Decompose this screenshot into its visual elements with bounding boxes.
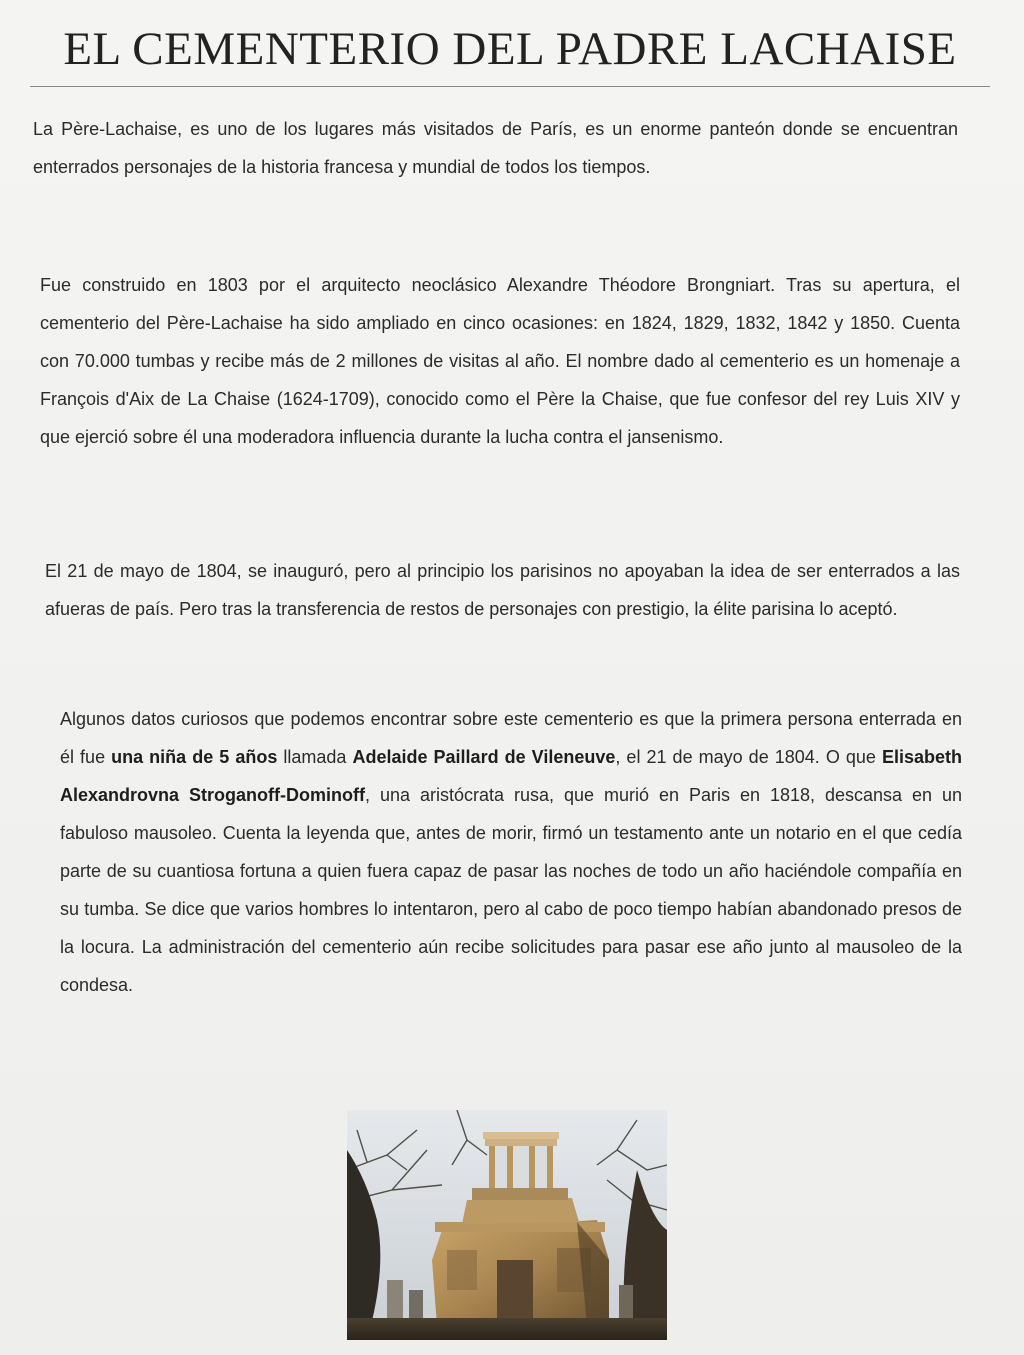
curiosities-text-2: llamada — [277, 747, 353, 767]
curiosities-bold-elisabeth: Elisabeth Alexandrovna Stroganoff-Dominoff — [60, 747, 962, 805]
title-underline — [30, 86, 990, 87]
curiosities-text-4: , una aristócrata rusa, que murió en Paris en 1818, descansa en un fabuloso mausoleo. Cuenta la leyenda que, antes de morir, firmó un testamento ante un notario en el que cedía parte de su cuantiosa fortuna a quien fuera capaz de pasar las noches de todo un año haciéndole compañía en su tumba. Se dice que varios hombres lo intentaron, pero al cabo de poco tiempo habían abandonado presos de la locura. La administración del cementerio aún recibe solicitudes para pasar ese año junto al mausoleo de la condesa. — [60, 785, 963, 995]
page-title: EL CEMENTERIO DEL PADRE LACHAISE — [63, 23, 957, 75]
curiosities-text-3: , el 21 de mayo de 1804. O que — [615, 747, 882, 767]
mausoleum-photo — [347, 1110, 667, 1340]
paragraph-intro: La Père-Lachaise, es uno de los lugares más visitados de París, es un enorme panteón donde se encuentran enterrados personajes de la historia francesa y mundial de todos los tiempos. — [33, 119, 958, 177]
curiosities-bold-adelaide: Adelaide Paillard de Vileneuve — [352, 747, 616, 767]
curiosities-text-1: Algunos datos curiosos que podemos encontrar sobre este cementerio es que la primera persona enterrada en él fue — [60, 709, 962, 767]
paragraph-curiosities — [60, 700, 962, 1004]
curiosities-bold-girl: una niña de 5 años — [111, 747, 278, 767]
paragraph-inauguration: El 21 de mayo de 1804, se inauguró, pero al principio los parisinos no apoyaban la idea de ser enterrados a las afueras de país. Pero tras la transferencia de restos de personajes con prestigio, la élite parisina lo aceptó. — [45, 561, 960, 619]
paragraph-history: Fue construido en 1803 por el arquitecto neoclásico Alexandre Théodore Brongniart. Tras su apertura, el cementerio del Père-Lachaise ha sido ampliado en cinco ocasiones: en 1824, 1829, 1832, 1842 y 1850. Cuenta con 70.000 tumbas y recibe más de 2 millones de visitas al año. El nombre dado al cementerio es un homenaje a François d'Aix de La Chaise (1624-1709), conocido como el Père la Chaise, que fue confesor del rey Luis XIV y que ejerció sobre él una moderadora influencia durante la lucha contra el jansenismo. — [40, 275, 960, 447]
